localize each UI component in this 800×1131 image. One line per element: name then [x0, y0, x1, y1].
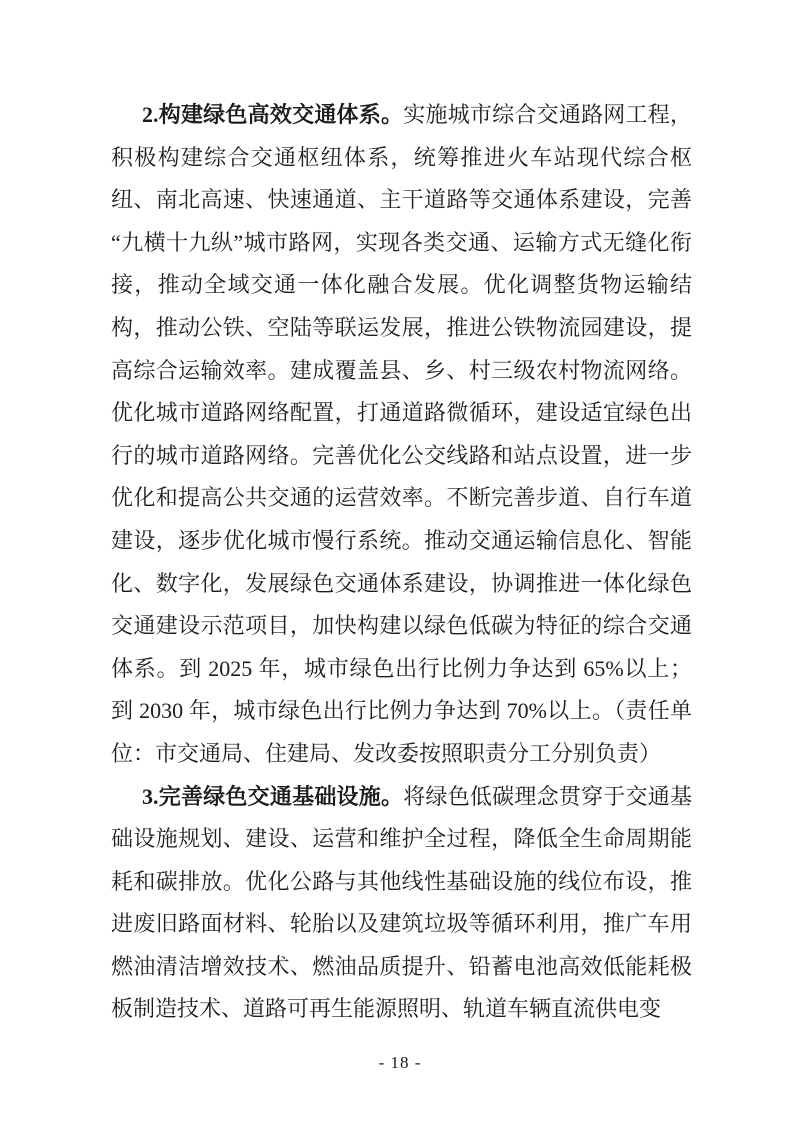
- page-number: - 18 -: [378, 1053, 422, 1072]
- paragraph-section-3: [111, 776, 692, 1032]
- document-body: [111, 94, 692, 1031]
- section-3-heading: 3.完善绿色交通基础设施。: [142, 783, 404, 809]
- section-2-body-text: 实施城市综合交通路网工程，积极构建综合交通枢纽体系，统筹推进火车站现代综合枢纽、南北高速、快速通道、主干道路等交通体系建设，完善“九横十九纵”城市路网，实现各类交通、运输方式无缝化衔接，推动全域交通一体化融合发展。优化调整货物运输结构，推动公铁、空陆等联运发展，推进公铁物流园建设，提高综合运输效率。建成覆盖县、乡、村三级农村物流网络。优化城市道路网络配置，打通道路微循环，建设适宜绿色出行的城市道路网络。完善优化公交线路和站点设置，进一步优化和提高公共交通的运营效率。不断完善步道、自行车道建设，逐步优化城市慢行系统。推动交通运输信息化、智能化、数字化，发展绿色交通体系建设，协调推进一体化绿色交通建设示范项目，加快构建以绿色低碳为特征的综合交通体系。到 2025 年，城市绿色出行比例力争达到 65%以上；到 2030 年，城市绿色出行比例力争达到 70%以上。（责任单位：市交通局、住建局、发改委按照职责分工分别负责）: [111, 102, 692, 766]
- paragraph-section-2: [111, 94, 692, 776]
- section-3-body-text: 将绿色低碳理念贯穿于交通基础设施规划、建设、运营和维护全过程，降低全生命周期能耗和碳排放。优化公路与其他线性基础设施的线位布设，推进废旧路面材料、轮胎以及建筑垃圾等循环利用，推广车用燃油清洁增效技术、燃油品质提升、铅蓄电池高效低能耗极板制造技术、道路可再生能源照明、轨道车辆直流供电变: [111, 783, 692, 1022]
- section-2-heading: 2.构建绿色高效交通体系。: [142, 102, 404, 127]
